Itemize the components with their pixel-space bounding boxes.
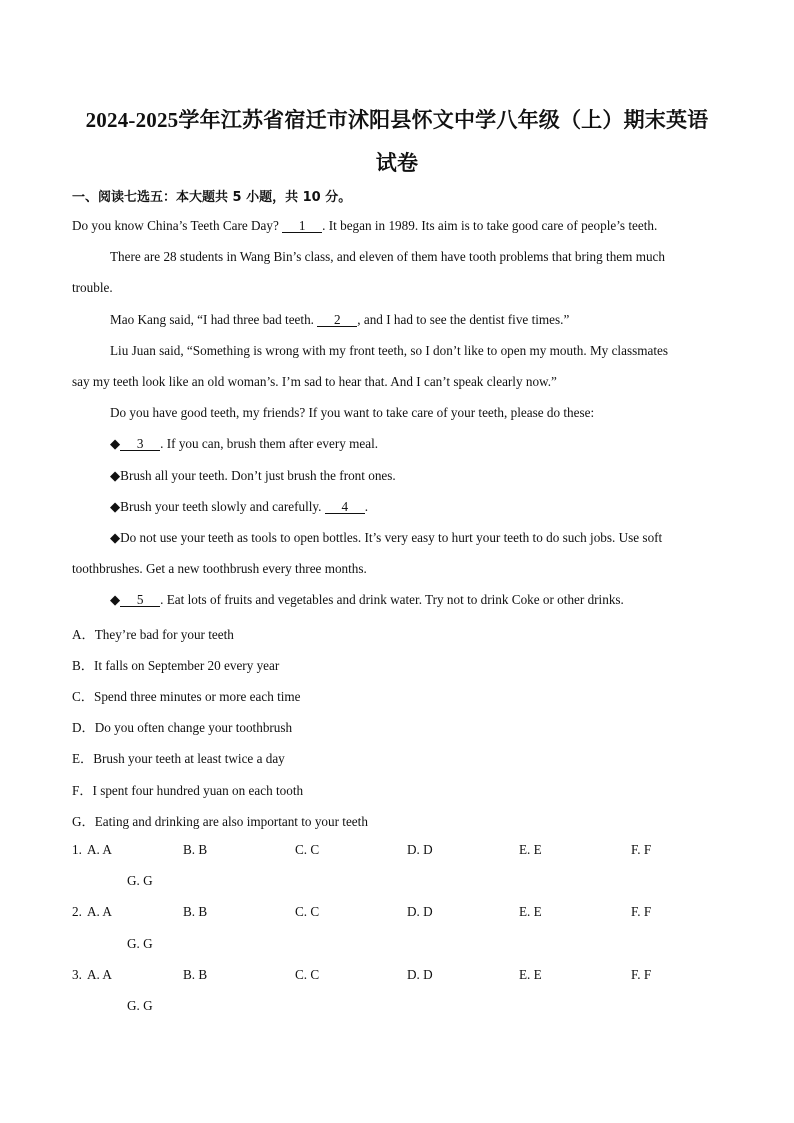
- passage-line: [110, 312, 569, 328]
- bullet-line: toothbrushes. Get a new toothbrush every three months.: [72, 561, 367, 576]
- diamond-bullet-icon: ◆: [110, 436, 121, 451]
- passage-text: , and I had to see the dentist five times.”: [357, 312, 570, 327]
- choice-a[interactable]: A. A: [87, 904, 112, 919]
- blank-2: 2: [317, 313, 357, 327]
- exam-title-line-1: 2024-2025学年江苏省宿迁市沭阳县怀文中学八年级（上）期末英语: [85, 108, 709, 132]
- passage-text: . If you can, brush them after every meal.: [160, 436, 379, 451]
- choice-g[interactable]: G. G: [127, 936, 153, 951]
- blank-1: 1: [282, 219, 322, 233]
- option-d: D．Do you often change your toothbrush: [72, 720, 293, 735]
- choice-d[interactable]: D. D: [407, 967, 433, 982]
- bullet-line: ◆Brush all your teeth. Don’t just brush the front ones.: [110, 468, 396, 483]
- choice-b[interactable]: B. B: [183, 967, 208, 982]
- choice-c[interactable]: C. C: [295, 967, 320, 982]
- option-c: C．Spend three minutes or more each time: [72, 689, 301, 704]
- choice-g[interactable]: G. G: [127, 873, 153, 888]
- blank-3: 3: [120, 437, 160, 451]
- passage-line: Do you have good teeth, my friends? If you want to take care of your teeth, please do these:: [110, 405, 595, 420]
- bullet-line: [110, 499, 368, 515]
- choice-e[interactable]: E. E: [519, 842, 542, 857]
- option-e: E．Brush your teeth at least twice a day: [72, 751, 285, 766]
- passage-text: . Eat lots of fruits and vegetables and drink water. Try not to drink Coke or other drinks.: [160, 592, 624, 607]
- blank-5: 5: [120, 593, 160, 607]
- question-number: 3.: [72, 967, 82, 982]
- passage-line: [72, 218, 657, 234]
- choice-d[interactable]: D. D: [407, 904, 433, 919]
- passage-text: ◆Brush your teeth slowly and carefully.: [110, 499, 325, 514]
- option-g: G．Eating and drinking are also important to your teeth: [72, 814, 368, 829]
- choice-b[interactable]: B. B: [183, 842, 208, 857]
- blank-4: 4: [325, 500, 365, 514]
- passage-text: .: [364, 499, 369, 514]
- choice-a[interactable]: A. A: [87, 967, 112, 982]
- exam-title-line-2: 试卷: [375, 151, 419, 175]
- passage-line: say my teeth look like an old woman’s. I’m sad to hear that. And I can’t speak clearly now.”: [72, 374, 557, 389]
- choice-c[interactable]: C. C: [295, 904, 320, 919]
- question-number: 2.: [72, 904, 82, 919]
- passage-text: . It began in 1989. Its aim is to take good care of people’s teeth.: [322, 218, 658, 233]
- passage-line: Liu Juan said, “Something is wrong with my front teeth, so I don’t like to open my mouth. My classmates: [110, 343, 668, 358]
- passage-line: trouble.: [72, 280, 113, 295]
- passage-text: Mao Kang said, “I had three bad teeth.: [110, 312, 318, 327]
- choice-f[interactable]: F. F: [631, 904, 652, 919]
- choice-f[interactable]: F. F: [631, 967, 652, 982]
- choice-g[interactable]: G. G: [127, 998, 153, 1013]
- option-b: B．It falls on September 20 every year: [72, 658, 280, 673]
- bullet-line: ◆Do not use your teeth as tools to open bottles. It’s very easy to hurt your teeth to do such jobs. Use soft: [110, 530, 663, 545]
- choice-c[interactable]: C. C: [295, 842, 320, 857]
- passage-line: There are 28 students in Wang Bin’s class, and eleven of them have tooth problems that bring them much: [110, 249, 665, 264]
- option-a: A．They’re bad for your teeth: [72, 627, 234, 642]
- question-number: 1.: [72, 842, 82, 857]
- choice-f[interactable]: F. F: [631, 842, 652, 857]
- choice-a[interactable]: A. A: [87, 842, 112, 857]
- section-heading: 一、阅读七选五：本大题共 5 小题，共 10 分。: [72, 190, 352, 205]
- diamond-bullet-icon: ◆: [110, 592, 121, 607]
- option-f: F．I spent four hundred yuan on each tooth: [72, 783, 304, 798]
- choice-b[interactable]: B. B: [183, 904, 208, 919]
- bullet-line: [110, 592, 624, 608]
- choice-e[interactable]: E. E: [519, 904, 542, 919]
- choice-d[interactable]: D. D: [407, 842, 433, 857]
- bullet-line: [110, 436, 378, 452]
- passage-text: Do you know China’s Teeth Care Day?: [72, 218, 283, 233]
- choice-e[interactable]: E. E: [519, 967, 542, 982]
